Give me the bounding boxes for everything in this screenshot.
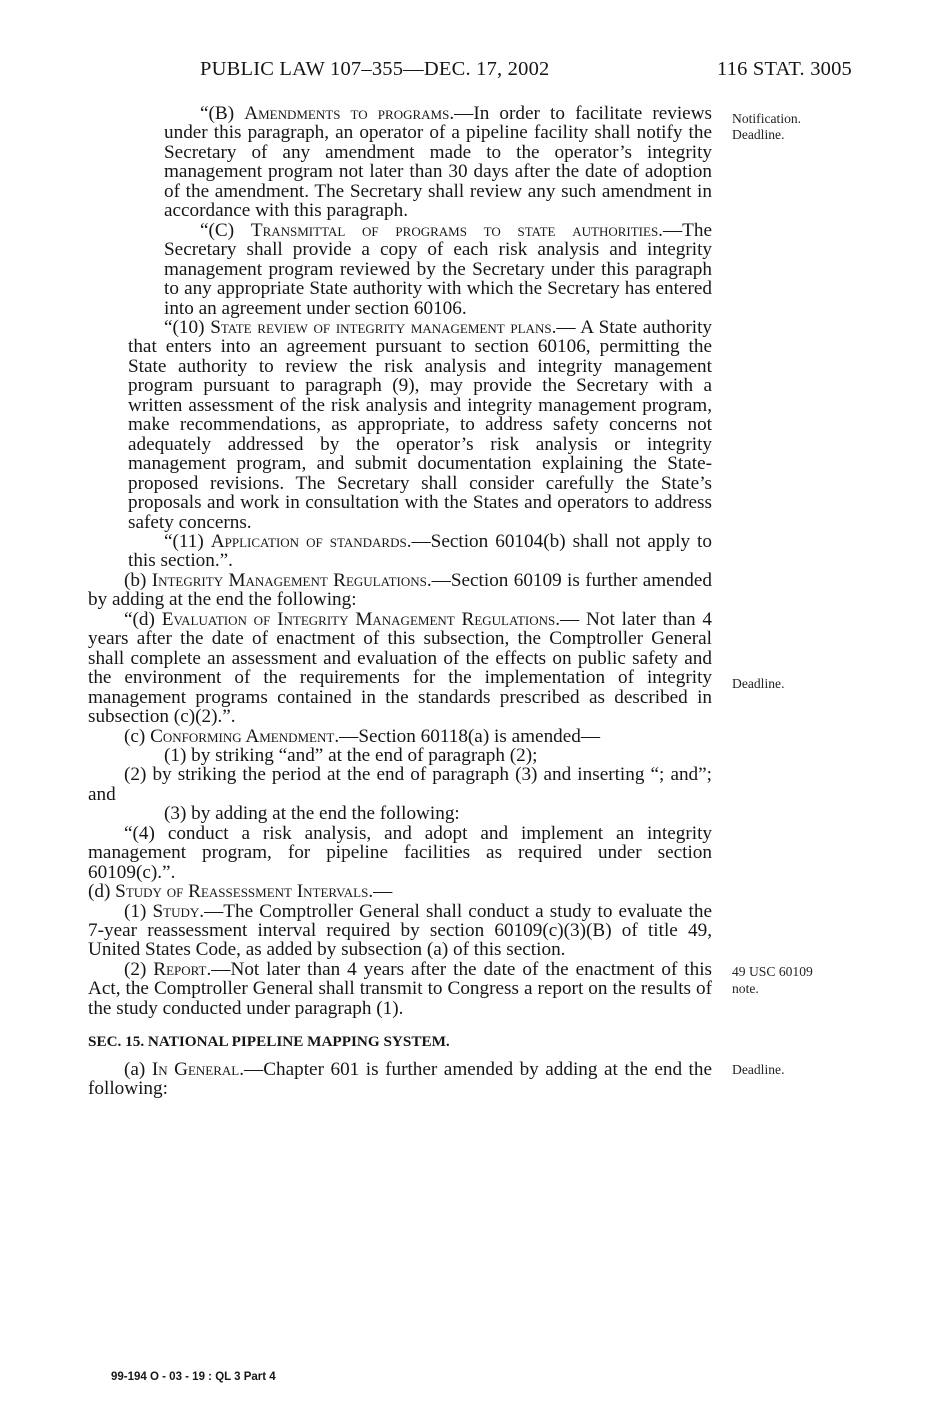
paragraph-heading: State review of integrity management plans [210, 316, 552, 338]
paragraph-10-state-review: “(10) State review of integrity management plans.— A State authority that enters into an agreement pursuant to section 60106, permitting the State authority to review the risk analysis and integrity management program pursuant to paragraph (9), may provide the Secretary with a written assessment of the risk analysis and integrity management program, make recommendations, as appropriate, to address safety concerns not adequately addressed by the operator’s risk analysis or integrity management program, and submit documentation explaining the State-proposed revisions. The Secretary shall consider carefully the State’s proposals and work in consultation with the States and operators to address safety concerns. [128, 316, 713, 533]
margin-note-deadline: Deadline. [732, 127, 785, 142]
margin-note-usc-line: note. [732, 981, 759, 996]
subsection-heading: In General [151, 1058, 240, 1080]
margin-note-notification: Notification. [732, 111, 802, 126]
subsection-heading: Conforming Amendment [150, 725, 335, 747]
subsection-a-in-general: (a) In General.—Chapter 601 is further amended by adding at the end the following: [88, 1058, 712, 1100]
subsection-d-evaluation: “(d) Evaluation of Integrity Management Regulations.— Not later than 4 years after the date of enactment of this subsection, the Comptroller General shall complete an assessment and evaluation of the effects on public safety and the environment of the requirements for the implementation of integrity management programs contained in the standards prescribed as described in subsection (c)(2).”. [88, 608, 713, 728]
paragraph-1-study: (1) Study.—The Comptroller General shall conduct a study to evaluate the 7-year reassessment interval required by section 60109(c)(3)(B) of title 49, United States Code, as added by subsection (a) of this section. [88, 900, 713, 961]
margin-note-deadline: Deadline. [732, 1062, 785, 1077]
subsection-d-study: (d) Study of Reassessment Intervals.— [88, 881, 393, 903]
paragraph-heading: Study [152, 900, 200, 922]
running-head-page-number: 116 STAT. 3005 [717, 58, 852, 80]
statute-text [88, 103, 713, 1100]
margin-note-usc-line: 49 USC 60109 [732, 964, 813, 979]
subsection-c-conforming: (c) Conforming Amendment.—Section 60118(a) is amended— [124, 725, 601, 747]
paragraph-heading: Report [153, 958, 207, 980]
subsection-b: (b) Integrity Management Regulations.—Section 60109 is further amended by adding at the end the following: [88, 569, 712, 611]
page-header [200, 58, 852, 88]
paragraph-b-amendments: “(B) Amendments to programs.—In order to facilitate reviews under this paragraph, an operator of a pipeline facility shall notify the Secretary of any amendment made to the operator’s integrity management program not later than 30 days after the date of adoption of the amendment. The Secretary shall review any such amendment in accordance with this paragraph. [164, 103, 713, 222]
clause-4-quoted: “(4) conduct a risk analysis, and adopt and implement an integrity management program, for pipeline facilities as required under section 60109(c).”. [88, 822, 712, 883]
margin-note-deadline: Deadline. [732, 676, 785, 691]
clause-1: (1) by striking “and” at the end of paragraph (2); [164, 744, 538, 766]
clause-2: (2) by striking the period at the end of paragraph (3) and inserting “; and”; and [88, 764, 712, 805]
paragraph-heading: Amendments to programs [244, 103, 450, 124]
paragraph-c-transmittal: “(C) Transmittal of programs to state authorities.—The Secretary shall provide a copy of each risk analysis and integrity management program reviewed by the Secretary under this paragraph to any appropriate State authority with which the Secretary has entered into an agreement under section 60106. [164, 219, 712, 319]
print-job-footer: 99-194 O - 03 - 19 : QL 3 Part 4 [111, 1371, 276, 1383]
paragraph-11-application: “(11) Application of standards.—Section 60104(b) shall not apply to this section.”. [128, 530, 712, 572]
section-heading: SEC. 15. NATIONAL PIPELINE MAPPING SYSTEM. [88, 1033, 450, 1051]
margin-note-usc [732, 963, 813, 997]
paragraph-heading: Transmittal of programs to state authorities [250, 219, 659, 241]
subsection-heading: Integrity Management Regulations [151, 569, 427, 591]
subsection-heading: Study of Reassessment Intervals [115, 881, 369, 903]
subsection-heading: Evaluation of Integrity Management Regulations [161, 608, 556, 630]
paragraph-2-report: (2) Report.—Not later than 4 years after the date of the enactment of this Act, the Comptroller General shall transmit to Congress a report on the results of the study conducted under paragraph (1). [88, 958, 712, 1019]
clause-3: (3) by adding at the end the following: [164, 803, 460, 825]
running-head-title: PUBLIC LAW 107–355—DEC. 17, 2002 [200, 58, 550, 80]
paragraph-heading: Application of standards [210, 530, 407, 552]
